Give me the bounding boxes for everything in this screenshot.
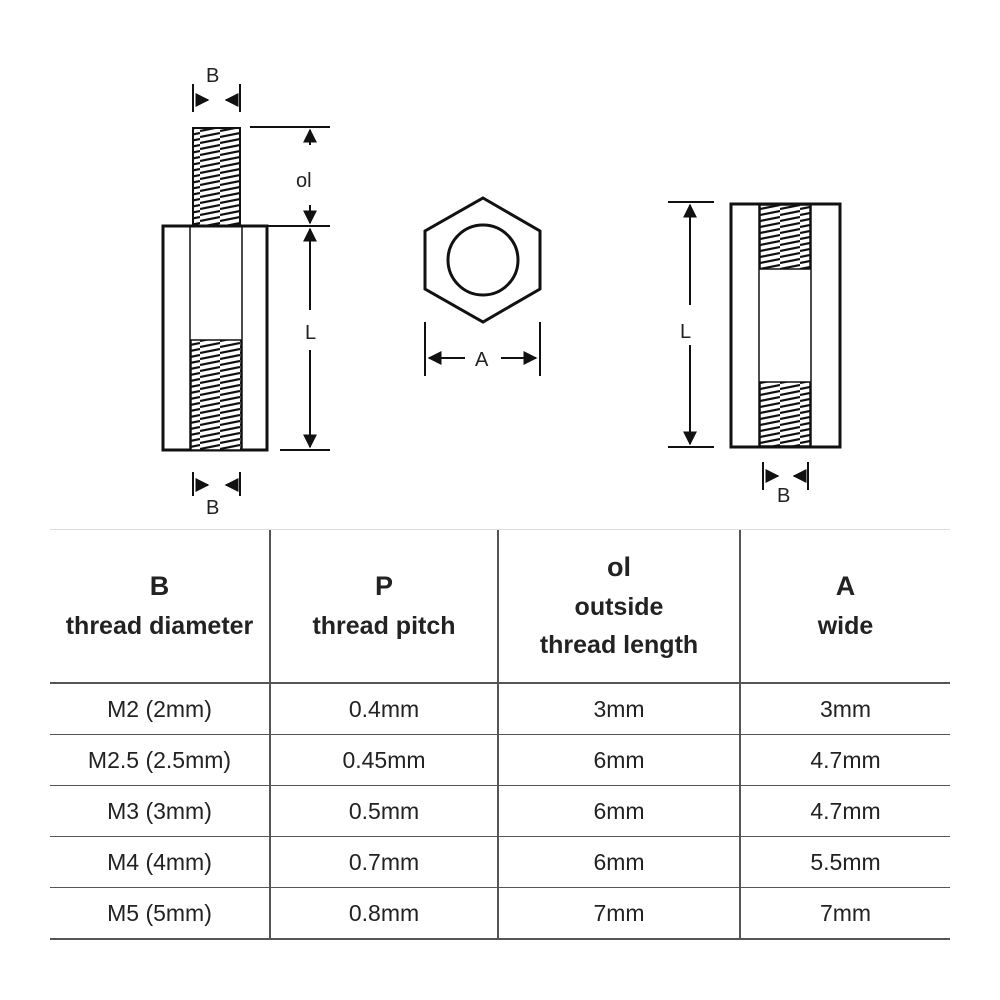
top-b-label: B <box>206 65 220 87</box>
header-code: ol <box>607 552 631 582</box>
cell-thread-pitch: 0.7mm <box>270 837 498 888</box>
cell-wide: 3mm <box>740 683 950 735</box>
table-row <box>50 888 950 940</box>
cell-thread-diameter: M2 (2mm) <box>50 683 270 735</box>
left-bottom-b-label: B <box>206 497 220 519</box>
cell-thread-diameter: M3 (3mm) <box>50 786 270 837</box>
header-desc-line-2: thread length <box>539 631 699 659</box>
left-l-label: L <box>305 322 317 344</box>
cell-outside-thread-length: 6mm <box>498 786 740 837</box>
right-l-label: L <box>680 321 692 343</box>
header-wide <box>740 530 950 683</box>
cell-thread-pitch: 0.5mm <box>270 786 498 837</box>
table-row <box>50 683 950 735</box>
cell-wide: 4.7mm <box>740 786 950 837</box>
hex-a-label: A <box>475 349 489 371</box>
cell-wide: 7mm <box>740 888 950 940</box>
table-row <box>50 735 950 786</box>
spec-table <box>50 530 950 940</box>
cell-outside-thread-length: 6mm <box>498 837 740 888</box>
cell-thread-diameter: M2.5 (2.5mm) <box>50 735 270 786</box>
cell-thread-pitch: 0.8mm <box>270 888 498 940</box>
female-female-standoff <box>668 202 840 490</box>
header-desc: thread diameter <box>65 612 254 640</box>
cell-wide: 4.7mm <box>740 735 950 786</box>
cell-thread-pitch: 0.45mm <box>270 735 498 786</box>
cell-wide: 5.5mm <box>740 837 950 888</box>
right-bottom-b-label: B <box>777 485 791 507</box>
header-desc-line-1: outside <box>574 593 664 621</box>
table-header-row <box>50 530 950 683</box>
cell-thread-pitch: 0.4mm <box>270 683 498 735</box>
table-row <box>50 786 950 837</box>
cell-outside-thread-length: 6mm <box>498 735 740 786</box>
header-desc: wide <box>817 612 874 640</box>
header-code: B <box>149 571 170 601</box>
cell-thread-diameter: M5 (5mm) <box>50 888 270 940</box>
table-row <box>50 837 950 888</box>
ol-label: ol <box>296 170 312 192</box>
header-outside-thread-length <box>498 530 740 683</box>
cell-outside-thread-length: 3mm <box>498 683 740 735</box>
header-thread-pitch <box>270 530 498 683</box>
male-female-standoff <box>163 84 330 496</box>
cell-outside-thread-length: 7mm <box>498 888 740 940</box>
header-code: P <box>374 571 393 601</box>
header-thread-diameter <box>50 530 270 683</box>
header-desc: thread pitch <box>312 612 456 640</box>
cell-thread-diameter: M4 (4mm) <box>50 837 270 888</box>
header-code: A <box>835 571 856 601</box>
